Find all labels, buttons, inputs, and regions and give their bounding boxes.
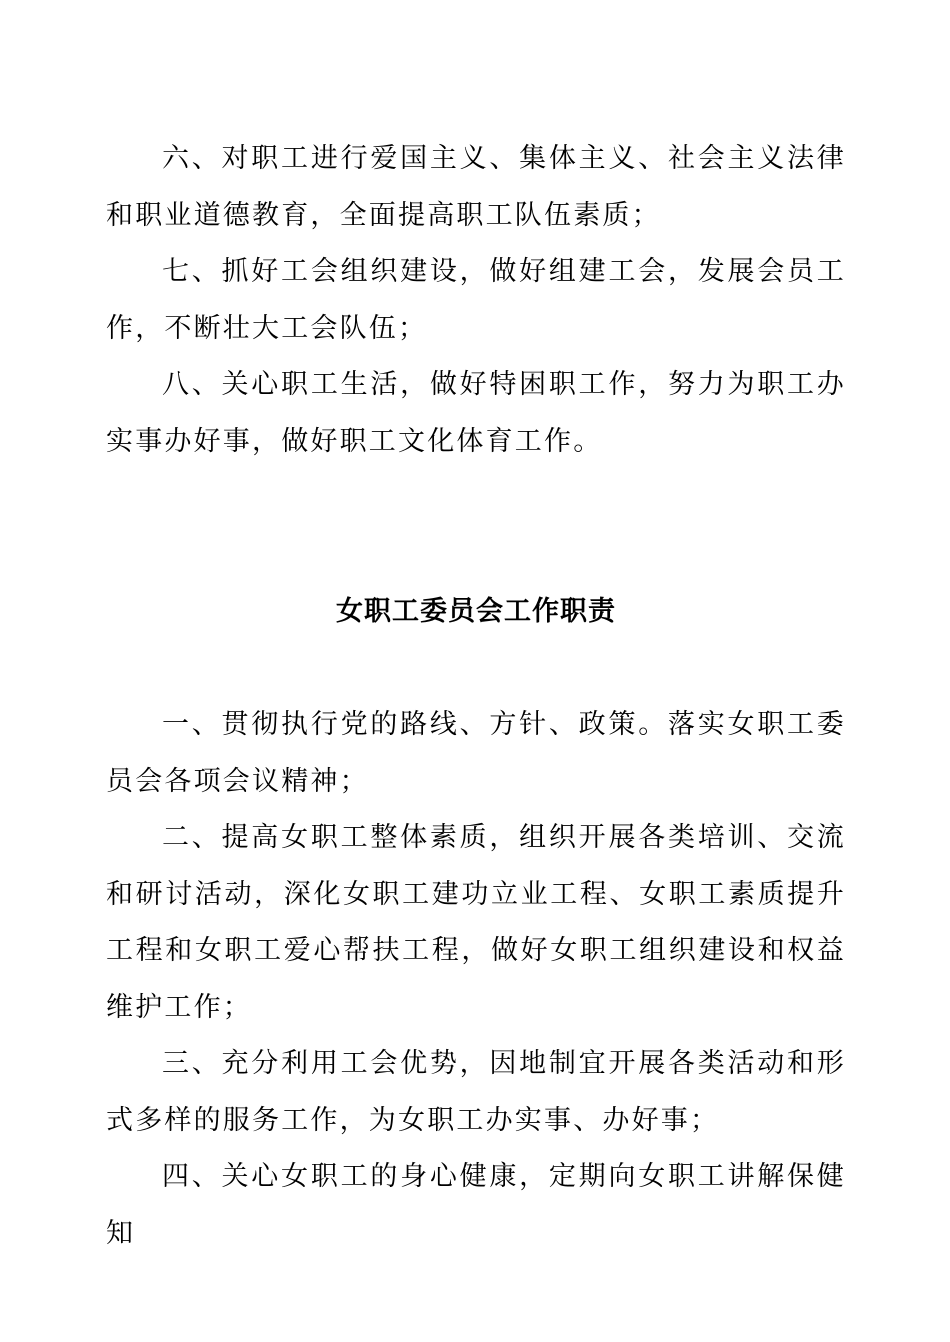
duty-item-6: 六、对职工进行爱国主义、集体主义、社会主义法律和职业道德教育，全面提高职工队伍素质； [106, 143, 846, 231]
section-title: 女职工委员会工作职责 [336, 596, 616, 627]
duty-item-8: 八、关心职工生活，做好特困职工作，努力为职工办实事办好事，做好职工文化体育工作。 [106, 369, 846, 457]
women-duty-item-1: 一、贯彻执行党的路线、方针、政策。落实女职工委员会各项会议精神； [106, 709, 846, 797]
women-duty-item-3: 三、充分利用工会优势，因地制宜开展各类活动和形式多样的服务工作，为女职工办实事、办好事； [106, 1048, 846, 1136]
women-duty-item-2: 二、提高女职工整体素质，组织开展各类培训、交流和研讨活动，深化女职工建功立业工程、女职工素质提升工程和女职工爱心帮扶工程，做好女职工组织建设和权益维护工作； [106, 822, 846, 1023]
women-duty-item-4: 四、关心女职工的身心健康，定期向女职工讲解保健知 [106, 1161, 846, 1249]
duty-item-7: 七、抓好工会组织建设，做好组建工会，发展会员工作，不断壮大工会队伍； [106, 256, 846, 344]
